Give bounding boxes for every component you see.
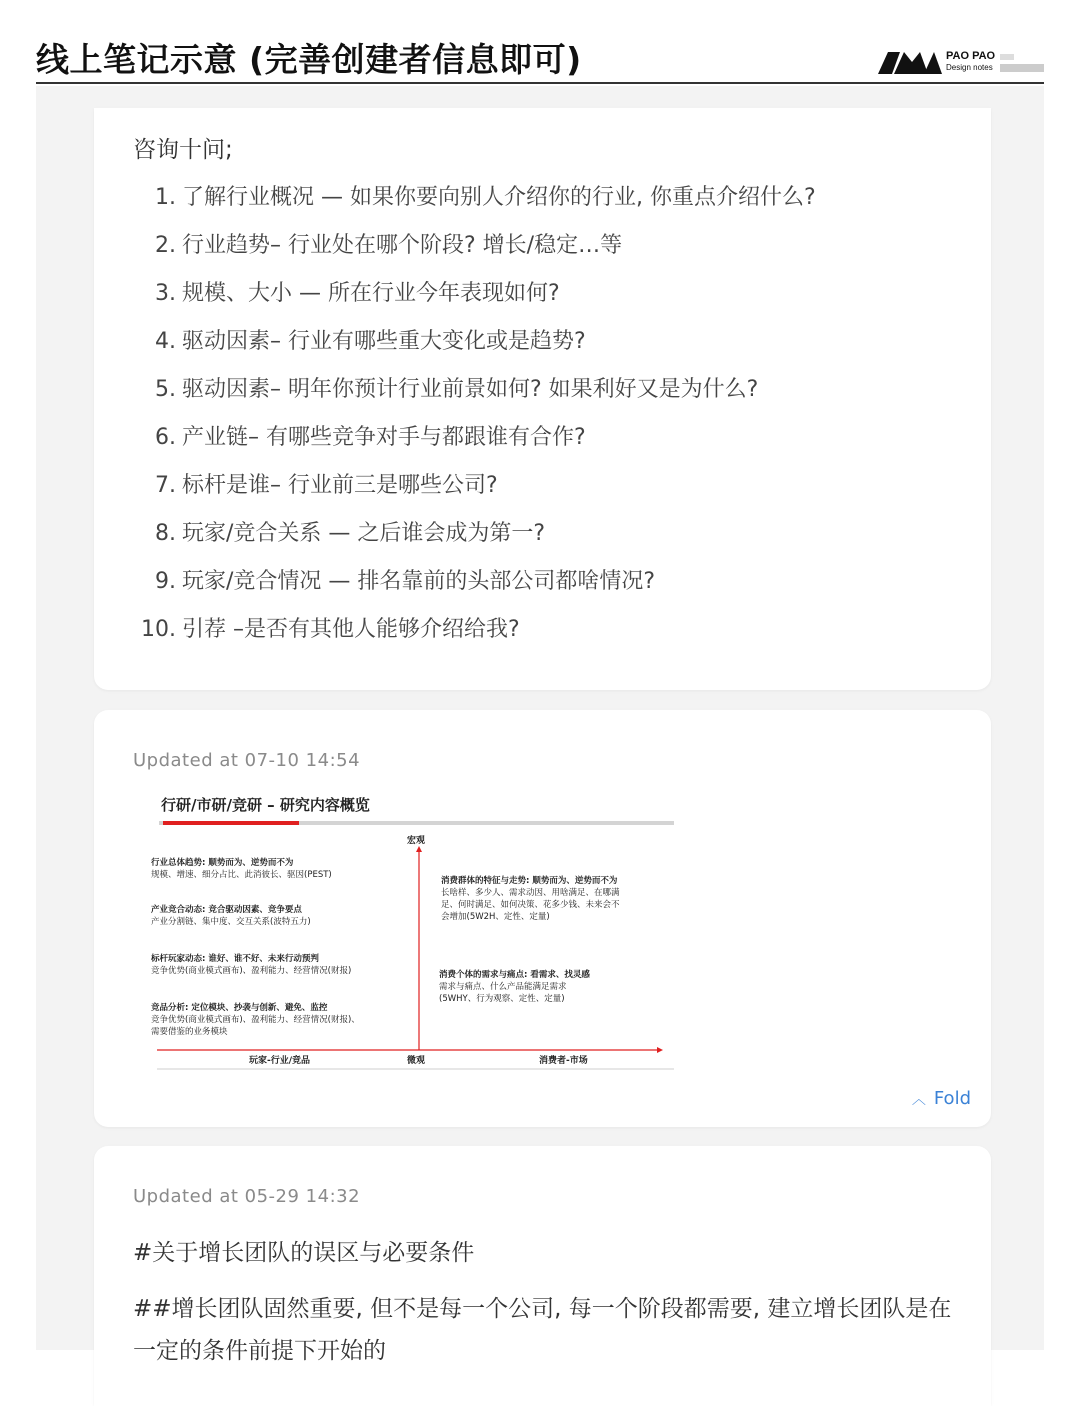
chevron-up-icon: ︿ (911, 1092, 926, 1108)
brand-name: PAO PAO (946, 50, 996, 62)
note-body: ##增长团队固然重要, 但不是每一个公司, 每一个阶段都需要, 建立增长团队是在一定的条件前提下开始的 (133, 1296, 952, 1364)
item-number: 2. (155, 233, 176, 258)
updated-timestamp: Updated at 05-29 14:32 (133, 1186, 361, 1207)
item-number: 4. (155, 329, 176, 354)
block-line: 会增加(5W2H、定性、定量) (441, 912, 550, 922)
list-item (136, 612, 976, 660)
slide-title-accent (163, 821, 299, 825)
note-heading: #关于增长团队的误区与必要条件 (133, 1240, 475, 1266)
item-text: 驱动因素– 明年你预计行业前景如何? 如果利好又是为什么? (182, 377, 759, 402)
note-card-slide[interactable] (94, 710, 991, 1127)
item-text: 玩家/竞合关系 — 之后谁会成为第一? (182, 521, 546, 546)
item-number: 6. (155, 425, 176, 450)
item-number: 1. (155, 185, 176, 210)
block-line: 产业分割链、集中度、交互关系(波特五力) (151, 917, 311, 927)
block-head: 消费群体的特征与走势: 顺势而为、逆势而不为 (441, 876, 618, 886)
arrow-up-icon (416, 846, 422, 852)
pao-pao-logo-icon (878, 52, 942, 74)
brand-bar (1000, 64, 1044, 72)
block-line: 竞争优势(商业模式画布)、盈利能力、经营情况(财报)、 (151, 1015, 360, 1025)
item-text: 了解行业概况 — 如果你要向别人介绍你的行业, 你重点介绍什么? (182, 185, 816, 210)
list-item (136, 276, 976, 324)
item-number: 9. (155, 569, 176, 594)
block-line: 长啥样、多少人、需求动因、用啥满足、在哪满 (441, 888, 620, 898)
brand-logo (878, 50, 1048, 76)
item-text: 引荐 –是否有其他人能够介绍给我? (182, 617, 520, 642)
block-line: 竞争优势(商业模式画布)、盈利能力、经营情况(财报) (151, 966, 352, 976)
axis-label-micro: 微观 (407, 1056, 426, 1066)
axis-label-macro: 宏观 (407, 836, 426, 846)
list-item (136, 420, 976, 468)
block-line: (5WHY、行为观察、定性、定量) (439, 994, 565, 1004)
updated-timestamp: Updated at 07-10 14:54 (133, 750, 361, 771)
item-number: 3. (155, 281, 176, 306)
block-head: 消费个体的需求与痛点: 看需求、找灵感 (439, 970, 590, 980)
slide-title: 行研/市研/竞研 – 研究内容概览 (161, 796, 370, 814)
list-item (136, 324, 976, 372)
fold-button[interactable] (912, 1088, 971, 1109)
block-line: 规模、增速、细分占比、此消彼长、驱因(PEST) (151, 870, 332, 880)
arrow-right-icon (657, 1047, 663, 1053)
item-text: 标杆是谁– 行业前三是哪些公司? (182, 473, 498, 498)
list-item (136, 516, 976, 564)
note-intro: 咨询十问; (133, 137, 233, 163)
item-text: 规模、大小 — 所在行业今年表现如何? (182, 281, 560, 306)
block-line: 需求与痛点、什么产品能满足需求 (439, 982, 567, 992)
item-text: 玩家/竞合情况 — 排名靠前的头部公司都啥情况? (182, 569, 656, 594)
fold-label: Fold (933, 1088, 971, 1109)
block-line: 需要借鉴的业务模块 (151, 1027, 228, 1037)
page-header (0, 0, 1080, 86)
axis-label-players: 玩家-行业/竞品 (249, 1056, 311, 1066)
page-title: 线上笔记示意 (完善创建者信息即可) (36, 40, 582, 79)
research-overview-slide[interactable] (149, 788, 679, 1078)
brand-bar (1000, 54, 1014, 60)
list-item (136, 180, 976, 228)
item-number: 10. (141, 617, 176, 642)
block-head: 产业竞合动态: 竞合驱动因素、竞争要点 (151, 905, 302, 915)
block-head: 标杆玩家动态: 谁好、谁不好、未来行动预判 (151, 954, 319, 964)
item-number: 5. (155, 377, 176, 402)
block-head: 行业总体趋势: 顺势而为、逆势而不为 (151, 858, 294, 868)
list-item (136, 468, 976, 516)
notes-feed[interactable] (36, 86, 1044, 1364)
note-card-growth[interactable] (94, 1146, 991, 1406)
brand-subtitle: Design notes (946, 63, 993, 72)
block-head: 竞品分析: 定位模块、抄袭与创新、避免、监控 (151, 1003, 328, 1013)
item-text: 驱动因素– 行业有哪些重大变化或是趋势? (182, 329, 586, 354)
axis-label-consumer: 消费者-市场 (539, 1056, 588, 1066)
list-item (136, 228, 976, 276)
list-item (136, 372, 976, 420)
block-line: 足、何时满足、如何决策、花多少钱、未来会不 (441, 900, 620, 910)
item-text: 产业链– 有哪些竞争对手与都跟谁有合作? (182, 425, 586, 450)
note-card-questions[interactable] (94, 108, 991, 690)
item-text: 行业趋势– 行业处在哪个阶段? 增长/稳定…等 (182, 233, 623, 258)
list-item (136, 564, 976, 612)
question-list (136, 180, 976, 660)
item-number: 7. (155, 473, 176, 498)
item-number: 8. (155, 521, 176, 546)
header-divider (36, 82, 1044, 84)
